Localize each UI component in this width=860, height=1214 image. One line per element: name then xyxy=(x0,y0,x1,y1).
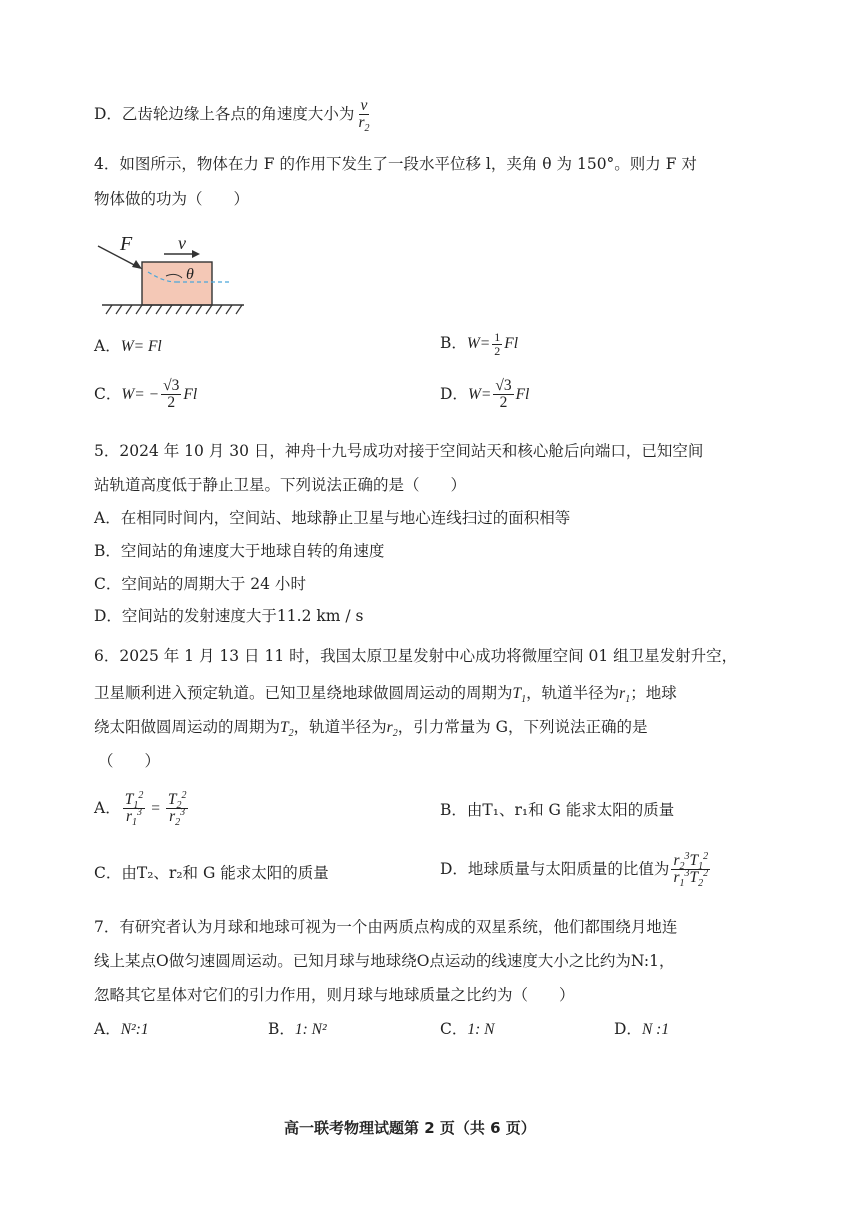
option-suffix: Fl xyxy=(183,385,198,403)
velocity-arrowhead xyxy=(192,250,200,258)
option-expr: N²:1 xyxy=(120,1021,149,1038)
q5-stem-line2: 站轨道高度低于静止卫星。下列说法正确的是（ ） xyxy=(94,476,467,494)
option-expr: N :1 xyxy=(641,1021,670,1038)
option-text: D．地球质量与太阳质量的比值为 xyxy=(440,859,670,878)
q3-option-d-text: D．乙齿轮边缘上各点的角速度大小为 xyxy=(94,104,355,123)
q5-stem-line1: 5．2024 年 10 月 30 日，神舟十九号成功对接于空间站天和核心舱后向端口，已知空间 xyxy=(94,442,704,460)
option-label: D． xyxy=(614,1020,642,1038)
option-label: A． xyxy=(94,798,121,817)
option-prefix: W= − xyxy=(121,385,160,403)
q4-option-c xyxy=(94,378,197,412)
q4-stem-line2: 物体做的功为（ ） xyxy=(94,190,250,208)
option-label: B． xyxy=(440,334,467,353)
fraction-numerator: √3 xyxy=(495,377,512,394)
block xyxy=(142,262,212,305)
option-prefix: W= xyxy=(467,385,492,403)
force-label: F xyxy=(120,233,133,255)
fraction-denominator: 2 xyxy=(167,394,176,412)
fraction-numerator: v xyxy=(360,97,368,114)
symbol-r2: $r_2$ xyxy=(386,719,398,740)
option-label: A． xyxy=(94,1020,121,1038)
q7-stem-line2: 线上某点O做匀速圆周运动。已知月球与地球绕O点运动的线速度大小之比约为N:1， xyxy=(94,952,675,970)
option-suffix: Fl xyxy=(504,335,519,353)
fraction: $\frac{r_2^3T_1^2}{r_1^3T_2^2}$ xyxy=(673,850,709,890)
text: ，轨道半径为 xyxy=(293,718,387,736)
fraction-numerator: 1 xyxy=(494,330,501,344)
symbol-T1: $T_1$ xyxy=(512,685,527,706)
q6-stem-line2 xyxy=(94,684,677,706)
text: 绕太阳做圆周运动的周期为 xyxy=(94,718,281,736)
q3-option-d xyxy=(94,97,373,135)
option-label: D． xyxy=(440,384,468,403)
q7-option-a xyxy=(94,1022,149,1038)
q4-figure xyxy=(92,232,252,318)
q5-option-d: D．空间站的发射速度大于11.2 km / s xyxy=(94,607,364,625)
text: ，轨道半径为 xyxy=(526,684,620,702)
q7-option-b xyxy=(268,1022,327,1038)
text: ，引力常量为 G，下列说法正确的是 xyxy=(397,718,648,736)
option-expr: 1: N² xyxy=(294,1021,327,1038)
option-expr: W= Fl xyxy=(120,338,162,355)
velocity-label: v xyxy=(178,233,186,253)
q5-option-b: B．空间站的角速度大于地球自转的角速度 xyxy=(94,542,385,560)
option-label: A． xyxy=(94,337,121,355)
q6-option-c: C．由T₂、r₂和 G 能求太阳的质量 xyxy=(94,864,329,882)
fraction xyxy=(492,331,502,357)
fraction: $\frac{T_2^2}{r_2^3}$ xyxy=(167,789,187,829)
q6-stem-line3 xyxy=(94,718,648,740)
symbol-r1: $r_1$ xyxy=(619,685,631,706)
angle-label: θ xyxy=(186,266,194,283)
q7-stem-line3: 忽略其它星体对它们的引力作用，则月球与地球质量之比约为（ ） xyxy=(94,986,575,1004)
q6-option-a: A． $\frac{T_1^2}{r_1^3}$ = $\frac{T_2^2}{r_2^3}$ xyxy=(94,789,187,829)
option-label: B． xyxy=(268,1020,295,1038)
q3-option-d-fraction xyxy=(356,97,371,135)
fraction-numerator: √3 xyxy=(163,377,180,394)
q7-stem-line1: 7．有研究者认为月球和地球可视为一个由两质点构成的双星系统，他们都围绕月地连 xyxy=(94,918,678,936)
page-footer: 高一联考物理试题第 2 页（共 6 页） xyxy=(284,1119,536,1137)
text: 卫星顺利进入预定轨道。已知卫星绕地球做圆周运动的周期为 xyxy=(94,684,513,702)
ground-hatch xyxy=(106,305,242,314)
fraction xyxy=(493,378,513,412)
fraction-denominator: 2 xyxy=(499,394,508,412)
fraction-denominator: $r_2$ xyxy=(358,114,370,135)
fraction: $\frac{T_1^2}{r_1^3}$ xyxy=(124,789,144,829)
q4-option-b xyxy=(440,331,518,357)
force-arrowhead xyxy=(132,260,142,269)
q5-option-c: C．空间站的周期大于 24 小时 xyxy=(94,575,306,593)
q6-stem-line1: 6．2025 年 1 月 13 日 11 时，我国太原卫星发射中心成功将微厘空间 01 组卫星发射升空， xyxy=(94,647,738,665)
option-prefix: W= xyxy=(466,335,491,353)
q7-option-c xyxy=(440,1022,495,1038)
text: ；地球 xyxy=(630,684,677,702)
fraction xyxy=(161,378,181,412)
q6-option-b: B．由T₁、r₁和 G 能求太阳的质量 xyxy=(440,801,675,819)
option-expr: 1: N xyxy=(467,1021,495,1038)
fraction-denominator: 2 xyxy=(494,343,501,358)
q6-option-d xyxy=(440,850,712,890)
q4-option-a xyxy=(94,339,162,355)
q5-option-a: A．在相同时间内，空间站、地球静止卫星与地心连线扫过的面积相等 xyxy=(94,509,571,527)
q4-option-d xyxy=(440,378,529,412)
q6-stem-line4: （ ） xyxy=(98,752,161,770)
q4-stem-line1: 4．如图所示，物体在力 F 的作用下发生了一段水平位移 l，夹角 θ 为 150°。则力 F 对 xyxy=(94,155,697,173)
symbol-T2: $T_2$ xyxy=(280,719,294,740)
option-suffix: Fl xyxy=(515,385,530,403)
q7-option-d xyxy=(614,1022,669,1038)
option-label: C． xyxy=(440,1020,468,1038)
option-label: C． xyxy=(94,384,122,403)
